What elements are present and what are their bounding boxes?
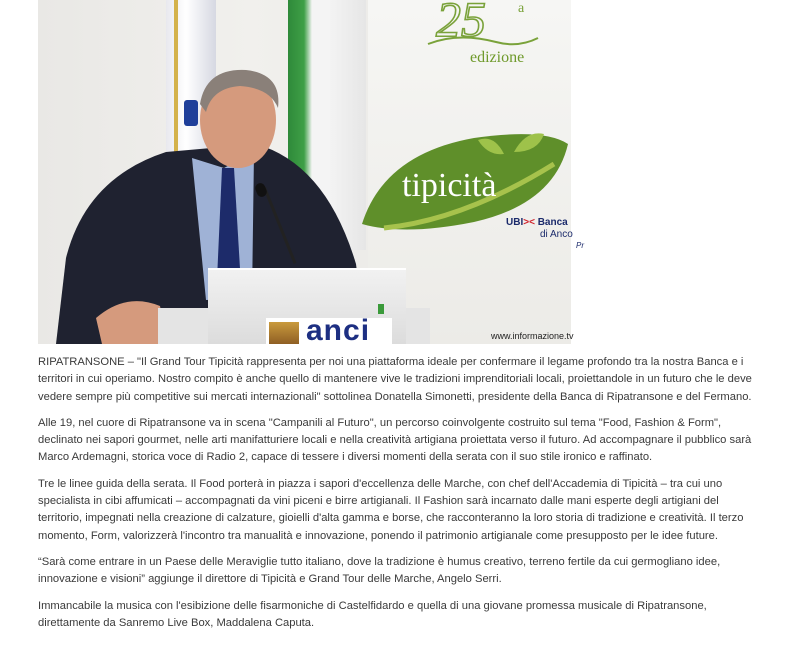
sponsor-logo	[506, 218, 584, 250]
photo-watermark: www.informazione.tv	[491, 331, 574, 341]
lectern-logo	[266, 314, 392, 347]
paragraph-3: Tre le linee guida della serata. Il Food porterà in piazza i sapori d'eccellenza delle Marche, con chef dell'Accademia di Tipicità – tra cui uno specialista in cibi affumicati – accompagnati da vini piceni e birre artigianali. Il Fashion sarà incarnato dalle mani esperte degli artigiani del territorio, impegnati nella creazione di calzature, gioielli d'alta gamma e borse, che racconteranno la loro storia di tradizione e creatività. Il terzo momento, Form, valorizzerà l'incontro tra manualità e innovazione, ponendo il patrimonio artigianale come presupposto per le idee future.	[38, 477, 744, 542]
paragraph-2: Alle 19, nel cuore di Ripatransone va in scena "Campanili al Futuro", un percorso coinvolgente costruito sul tema "Food, Fashion & Form", declinato nei sapori gourmet, nelle arti manifatturiere locali e nella creatività artigiana proiettata verso il futuro. Ad accompagnare il pubblico sarà Marco Ardemagni, storica voce di Radio 2, capace di tessere i diversi momenti della serata con il suo stile ironico e raffinato.	[38, 416, 752, 464]
paragraph-1: RIPATRANSONE – "Il Grand Tour Tipicità rappresenta per noi una piattaforma ideale per confermare il legame profondo tra la nostra Banca e i territori in cui operiamo. Nostro compito è anche quello di mantenere vive le tradizioni imprenditoriali locali, proiettandole in un futuro che le deve vedere sempre più competitive sui mercati internazionali" sottolinea Donatella Simonetti, presidente della Banca di Ripatransone e del Fermano.	[38, 356, 752, 403]
jubilee-logo	[418, 0, 548, 74]
article-photo	[38, 0, 584, 347]
sponsor-prefix: UBI	[506, 217, 524, 228]
lectern-logo-text: anci	[306, 314, 371, 347]
jubilee-number: 25	[436, 0, 486, 47]
sponsor-subline: di Anco	[540, 229, 573, 240]
paragraph-4: “Sarà come entrare in un Paese delle Meraviglie tutto italiano, dove la tradizione è humus creativo, terreno fertile da cui germogliano idee, innovazione e visioni” aggiunge il direttore di Tipicità e Grand Tour delle Marche, Angelo Serri.	[38, 555, 721, 586]
tipicita-wordmark: tipicità	[402, 167, 497, 204]
jubilee-label: edizione	[470, 49, 525, 66]
city-emblem-icon	[269, 322, 299, 344]
sponsor-name: Banca	[537, 217, 568, 228]
sponsor-mark-icon: ><	[523, 217, 535, 228]
sponsor-tail: Pr	[576, 241, 584, 250]
paragraph-5: Immancabile la musica con l'esibizione delle fisarmoniche di Castelfidardo e quella di una giovane promessa musicale di Ripatransone, direttamente da Sanremo Live Box, Maddalena Caputa.	[38, 599, 707, 629]
article-body	[38, 354, 756, 641]
jubilee-superscript: a	[518, 1, 525, 16]
